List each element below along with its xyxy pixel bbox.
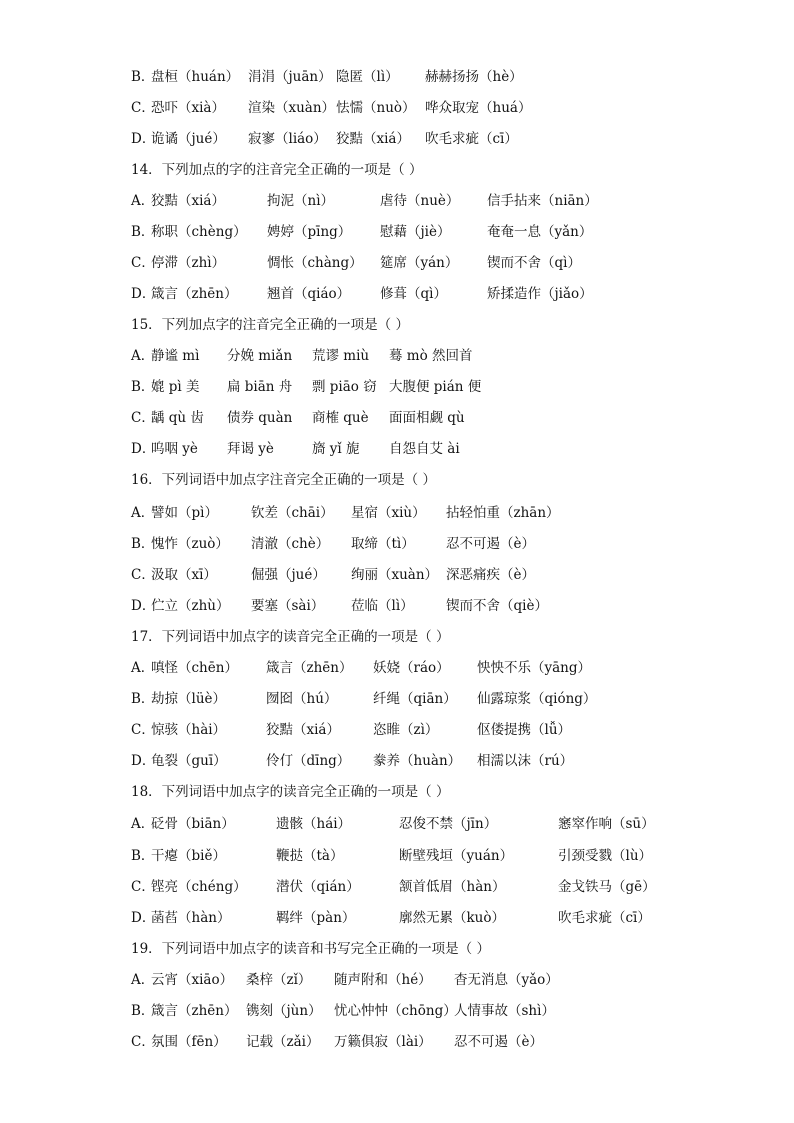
option-word: 渲染（xuàn） [248, 100, 336, 116]
option-word: 相濡以沫（rú） [477, 753, 574, 769]
option-word: 赫赫扬扬（hè） [425, 69, 523, 85]
option-label: C． [131, 722, 155, 738]
option-row [131, 1031, 754, 1053]
option-label: C． [131, 255, 155, 271]
option-label: C． [131, 879, 155, 895]
option-word: 窸窣作响（sū） [558, 816, 655, 832]
option-row [131, 502, 754, 524]
option-word: 鞭挞（tà） [276, 848, 344, 864]
option-word: 修葺（qì） [380, 286, 447, 302]
option-word: 媲 pì 美 [151, 379, 200, 395]
option-row [131, 876, 754, 898]
question-text: 18．下列词语中加点字的读音完全正确的一项是（ ） [131, 784, 450, 800]
option-label: B． [131, 691, 155, 707]
option-word: 仙露琼浆（qióng） [477, 691, 597, 707]
option-label: B． [131, 69, 155, 85]
option-row [131, 407, 754, 429]
option-label: A． [131, 972, 155, 988]
option-label: B． [131, 379, 155, 395]
option-word: 劫掠（lüè） [151, 691, 227, 707]
option-row [131, 190, 754, 212]
option-word: 记载（zǎi） [246, 1034, 320, 1050]
option-word: 扁 biān 舟 [227, 379, 293, 395]
option-word: 汲取（xī） [151, 567, 217, 583]
option-row [131, 564, 754, 586]
option-word: 干瘪（biě） [151, 848, 226, 864]
option-row [131, 66, 754, 88]
option-row [131, 345, 754, 367]
option-word: 拘泥（nì） [267, 193, 335, 209]
option-word: 哗众取宠（huá） [425, 100, 532, 116]
option-word: 豢养（huàn） [373, 753, 462, 769]
option-row [131, 719, 754, 741]
option-word: 奄奄一息（yǎn） [487, 224, 593, 240]
option-word: 债券 quàn [227, 410, 293, 426]
option-word: 惊骇（hài） [151, 722, 227, 738]
option-word: 惆怅（chàng） [267, 255, 363, 271]
option-row [131, 688, 754, 710]
option-label: A． [131, 660, 155, 676]
option-row [131, 657, 754, 679]
option-word: 忍不可遏（è） [454, 1034, 543, 1050]
option-word: 纤绳（qiān） [373, 691, 457, 707]
option-word: 锲而不舍（qì） [487, 255, 581, 271]
option-word: 狡黠（xiá） [151, 193, 225, 209]
option-word: 星宿（xiù） [351, 505, 426, 521]
option-word: 旖 yǐ 旎 [312, 441, 360, 457]
option-word: 虐待（nuè） [380, 193, 460, 209]
option-row [131, 595, 754, 617]
option-row [131, 376, 754, 398]
question-stem [131, 626, 754, 648]
option-label: D． [131, 441, 156, 457]
question-text: 14．下列加点的字的注音完全正确的一项是（ ） [131, 162, 423, 178]
option-word: 箴言（zhēn） [151, 286, 238, 302]
option-word: 潜伏（qián） [276, 879, 360, 895]
option-row [131, 907, 754, 929]
option-label: B． [131, 848, 155, 864]
option-word: 铿亮（chéng） [151, 879, 247, 895]
option-word: 断壁残垣（yuán） [399, 848, 514, 864]
option-row [131, 252, 754, 274]
option-word: 金戈铁马（gē） [558, 879, 656, 895]
option-word: 吹毛求疵（cī） [558, 910, 651, 926]
option-word: 大腹便 pián 便 [389, 379, 482, 395]
option-row [131, 128, 754, 150]
question-stem [131, 938, 754, 960]
option-word: 云宵（xiāo） [151, 972, 234, 988]
option-word: 面面相觑 qù [389, 410, 465, 426]
option-label: A． [131, 505, 155, 521]
option-word: 箴言（zhēn） [151, 1003, 238, 1019]
option-word: 信手拈来（niān） [487, 193, 598, 209]
option-word: 寂寥（liáo） [248, 131, 327, 147]
option-word: 涓涓（juān） [248, 69, 332, 85]
option-word: 慰藉（jiè） [380, 224, 451, 240]
option-word: 桑梓（zǐ） [246, 972, 312, 988]
question-stem [131, 469, 754, 491]
option-row [131, 221, 754, 243]
option-word: 深恶痛疾（è） [446, 567, 535, 583]
option-word: 自怨自艾 ài [389, 441, 460, 457]
option-row [131, 1000, 754, 1022]
option-word: 荒谬 miù [312, 348, 370, 364]
option-word: 分娩 miǎn [227, 348, 293, 364]
option-word: 钦差（chāi） [251, 505, 334, 521]
question-stem [131, 159, 754, 181]
option-word: 杳无消息（yǎo） [454, 972, 559, 988]
option-word: 忍不可遏（è） [446, 536, 535, 552]
question-text: 15．下列加点字的注音完全正确的一项是（ ） [131, 317, 409, 333]
option-word: 娉婷（pīng） [267, 224, 352, 240]
option-label: D． [131, 286, 156, 302]
option-word: 羁绊（pàn） [276, 910, 356, 926]
option-label: D． [131, 753, 156, 769]
option-word: 取缔（tì） [351, 536, 415, 552]
option-label: B． [131, 536, 155, 552]
option-word: 砭骨（biān） [151, 816, 235, 832]
question-text: 17．下列词语中加点字的读音完全正确的一项是（ ） [131, 629, 450, 645]
option-word: 菡萏（hàn） [151, 910, 231, 926]
option-label: C． [131, 410, 155, 426]
option-row [131, 969, 754, 991]
option-word: 伫立（zhù） [151, 598, 230, 614]
option-word: 蓦 mò 然回首 [389, 348, 473, 364]
option-word: 伛偻提携（lǚ） [477, 722, 572, 738]
option-row [131, 283, 754, 305]
option-word: 拈轻怕重（zhān） [446, 505, 560, 521]
option-word: 廓然无累（kuò） [399, 910, 506, 926]
option-word: 拜谒 yè [227, 441, 274, 457]
option-word: 龟裂（guī） [151, 753, 227, 769]
option-word: 呜咽 yè [151, 441, 198, 457]
option-word: 恣睢（zì） [373, 722, 439, 738]
option-word: 龋 qù 齿 [151, 410, 204, 426]
option-word: 恐吓（xià） [151, 100, 225, 116]
question-text: 19．下列词语中加点字的读音和书写完全正确的一项是（ ） [131, 941, 490, 957]
option-row [131, 813, 754, 835]
option-word: 翘首（qiáo） [267, 286, 351, 302]
option-word: 停滞（zhì） [151, 255, 226, 271]
option-word: 倔强（jué） [251, 567, 326, 583]
option-word: 怏怏不乐（yāng） [477, 660, 592, 676]
option-word: 忍俊不禁（jīn） [399, 816, 498, 832]
option-word: 诡谲（jué） [151, 131, 226, 147]
option-word: 箴言（zhēn） [266, 660, 353, 676]
option-label: A． [131, 348, 155, 364]
option-word: 妖娆（ráo） [373, 660, 450, 676]
question-text: 16．下列词语中加点字注音完全正确的一项是（ ） [131, 472, 436, 488]
option-word: 要塞（sài） [251, 598, 325, 614]
option-word: 怯懦（nuò） [336, 100, 416, 116]
option-word: 伶仃（dīng） [266, 753, 351, 769]
option-word: 颔首低眉（hàn） [399, 879, 506, 895]
option-word: 譬如（pì） [151, 505, 218, 521]
option-word: 遗骸（hái） [276, 816, 352, 832]
option-word: 狡黠（xiá） [266, 722, 340, 738]
option-word: 镌刻（jùn） [246, 1003, 322, 1019]
option-label: D． [131, 598, 156, 614]
option-word: 绚丽（xuàn） [351, 567, 439, 583]
option-word: 万籁俱寂（lài） [334, 1034, 432, 1050]
option-label: C． [131, 567, 155, 583]
option-word: 锲而不舍（qiè） [446, 598, 548, 614]
option-label: A． [131, 193, 155, 209]
option-word: 盘桓（huán） [151, 69, 240, 85]
option-label: D． [131, 910, 156, 926]
option-label: D． [131, 131, 156, 147]
option-word: 静谧 mì [151, 348, 200, 364]
option-row [131, 533, 754, 555]
option-word: 嗔怪（chēn） [151, 660, 238, 676]
option-word: 狡黠（xiá） [336, 131, 410, 147]
option-word: 吹毛求疵（cī） [425, 131, 518, 147]
option-label: C． [131, 100, 155, 116]
option-word: 愧怍（zuò） [151, 536, 229, 552]
option-word: 随声附和（hé） [334, 972, 432, 988]
option-word: 人情事故（shì） [454, 1003, 555, 1019]
option-label: B． [131, 224, 155, 240]
option-word: 忧心忡忡（chōng） [334, 1003, 457, 1019]
option-label: C． [131, 1034, 155, 1050]
option-row [131, 438, 754, 460]
option-label: B． [131, 1003, 155, 1019]
option-word: 氛围（fēn） [151, 1034, 227, 1050]
option-word: 莅临（lì） [351, 598, 414, 614]
option-word: 囫囵（hú） [266, 691, 338, 707]
option-word: 隐匿（lì） [336, 69, 399, 85]
option-row [131, 97, 754, 119]
option-word: 引颈受戮（lù） [558, 848, 653, 864]
option-row [131, 845, 754, 867]
option-word: 筵席（yán） [380, 255, 459, 271]
option-word: 称职（chèng） [151, 224, 247, 240]
question-stem [131, 314, 754, 336]
option-word: 清澈（chè） [251, 536, 330, 552]
option-word: 矫揉造作（jiǎo） [487, 286, 593, 302]
option-word: 商榷 què [312, 410, 369, 426]
question-stem [131, 781, 754, 803]
option-label: A． [131, 816, 155, 832]
option-word: 剽 piāo 窃 [312, 379, 377, 395]
option-row [131, 750, 754, 772]
